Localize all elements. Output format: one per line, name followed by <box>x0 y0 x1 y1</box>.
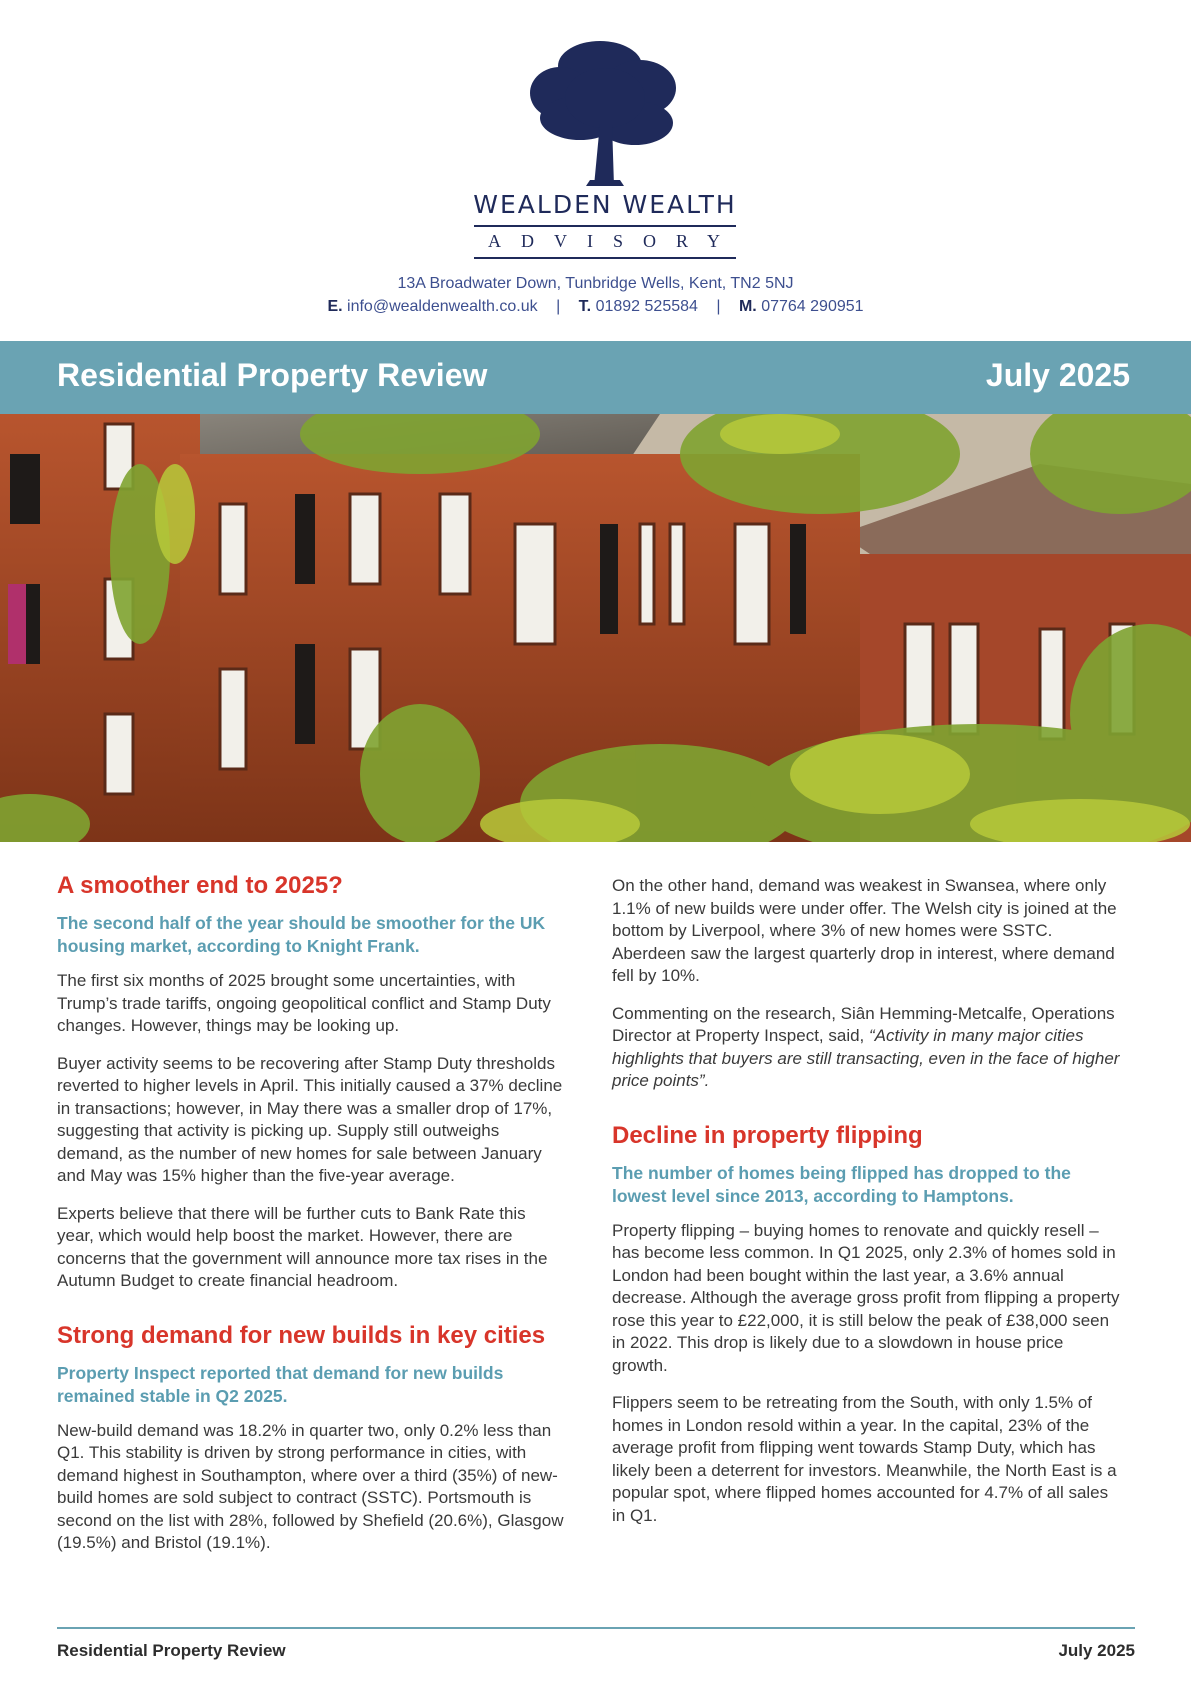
mobile-number[interactable]: 07764 290951 <box>761 298 864 315</box>
phone-label: T. <box>578 298 592 315</box>
article-paragraph: Buyer activity seems to be recovering after Stamp Duty thresholds reverted to higher levels in April. This initially caused a 37% decline in transactions; however, in May there was a smaller drop of 17%, suggesting that activity is picking up. Supply still outweighs demand, as the number of new homes for sale between January and May was 15% higher than the five-year average. <box>57 1053 563 1185</box>
hero-image <box>0 414 1191 842</box>
article-quote-paragraph <box>612 1003 1122 1093</box>
banner-date: July 2025 <box>985 357 1130 393</box>
separator: | <box>716 298 721 315</box>
tree-logo-icon <box>520 38 690 188</box>
banner-title: Residential Property Review <box>57 357 488 393</box>
right-column <box>612 875 1122 1542</box>
contact-line <box>0 298 1191 316</box>
footer-date: July 2025 <box>1058 1641 1135 1660</box>
article-paragraph: New-build demand was 18.2% in quarter two, only 0.2% less than Q1. This stability is driven by strong performance in cities, with demand highest in Southampton, where over a third (35%) of new-build homes are sold subject to contract (SSTC). Portsmouth is second on the list with 28%, followed by Shefield (20.6%), Glasgow (19.5%) and Bristol (19.1%). <box>57 1420 564 1552</box>
logo-name: WEALDEN WEALTH <box>473 190 737 219</box>
logo-divider <box>474 225 736 227</box>
article-paragraph: Experts believe that there will be further cuts to Bank Rate this year, which would help boost the market. However, there are concerns that the government will announce more tax rises in the Autumn Budget to create financial headroom. <box>57 1203 548 1290</box>
article-paragraph: The first six months of 2025 brought some uncertainties, with Trump’s trade tariffs, ongoing geopolitical conflict and Stamp Duty changes. However, things may be looking up. <box>57 971 551 1035</box>
email-label: E. <box>327 298 343 315</box>
logo-subtitle: ADVISORY <box>487 231 740 251</box>
title-banner <box>0 341 1191 414</box>
townhouses-illustration <box>0 414 1191 842</box>
logo-divider-bottom <box>474 257 736 259</box>
footer-title: Residential Property Review <box>57 1641 286 1660</box>
left-column <box>57 872 567 1570</box>
article-lead: The number of homes being flipped has dropped to the lowest level since 2013, according to Hamptons. <box>612 1162 1071 1206</box>
mobile-label: M. <box>738 298 757 315</box>
article-heading: Decline in property flipping <box>612 1121 923 1149</box>
separator: | <box>556 298 561 315</box>
footer-divider <box>57 1627 1135 1629</box>
email-link[interactable]: info@wealdenwealth.co.uk <box>347 298 538 315</box>
article-heading: Strong demand for new builds in key cities <box>57 1321 546 1349</box>
quote-intro: Commenting on the research, Siân Hemming-Metcalfe, Operations Director at Property Inspect, said, <box>612 1003 1115 1045</box>
article-paragraph: On the other hand, demand was weakest in Swansea, where only 1.1% of new builds were under offer. The Welsh city is joined at the bottom by Liverpool, where 3% of new homes were SSTC. Aberdeen saw the largest quarterly drop in interest, where demand fell by 10%. <box>612 876 1117 985</box>
article-lead: The second half of the year should be smoother for the UK housing market, according to Knight Frank. <box>57 913 546 956</box>
article-heading: A smoother end to 2025? <box>57 872 343 899</box>
company-address: 13A Broadwater Down, Tunbridge Wells, Kent, TN2 5NJ <box>397 275 794 292</box>
quote-text: “Activity in many major cities highlights that buyers are still transacting, even in the face of higher price points”. <box>612 1026 1120 1090</box>
article-lead: Property Inspect reported that demand for new builds remained stable in Q2 2025. <box>57 1362 504 1406</box>
phone-number[interactable]: 01892 525584 <box>595 298 698 315</box>
article-paragraph: Flippers seem to be retreating from the South, with only 1.5% of homes in London resold within a year. In the capital, 23% of the average profit from flipping went towards Stamp Duty, which has likely been a deterrent for investors. Meanwhile, the North East is a popular spot, where flipped homes accounted for 4.7% of all sales in Q1. <box>612 1393 1117 1525</box>
article-paragraph: Property flipping – buying homes to renovate and quickly resell – has become less common. In Q1 2025, only 2.3% of homes sold in London had been bought within the last year, a 3.6% annual decrease. Although the average gross profit from flipping a property rose this year to £22,000, it is still below the peak of £38,000 seen in 2022. This drop is likely due to a slowdown in house price growth. <box>612 1220 1120 1375</box>
company-logo <box>455 38 755 263</box>
